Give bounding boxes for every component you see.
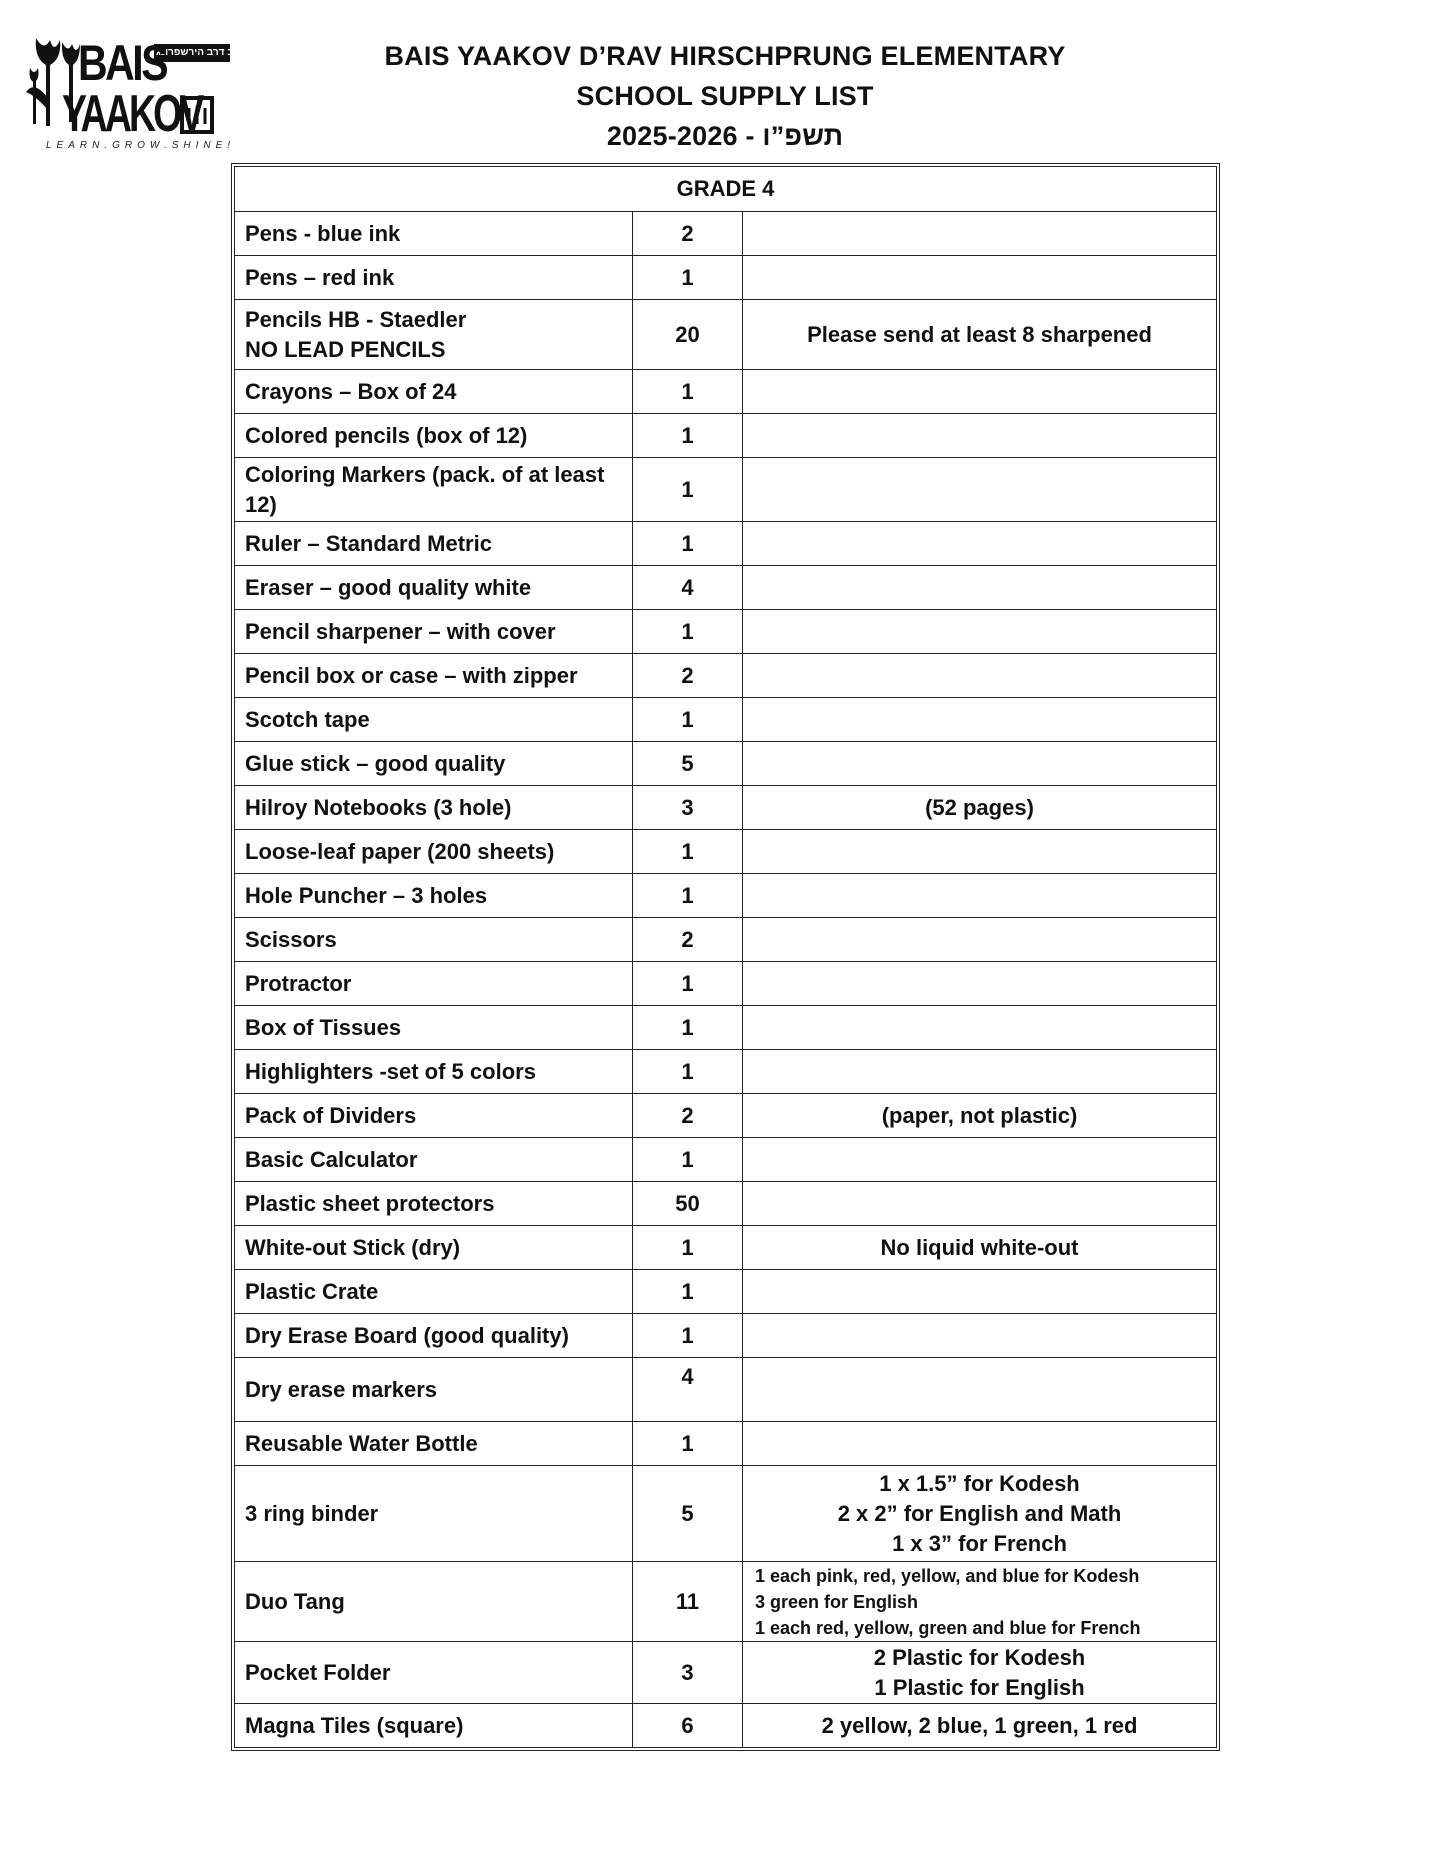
item-quantity: 1: [633, 1006, 743, 1050]
supply-row: [235, 698, 1217, 742]
item-quantity: 1: [633, 962, 743, 1006]
item-quantity: 3: [633, 1642, 743, 1704]
item-quantity: 1: [633, 1270, 743, 1314]
item-quantity: 1: [633, 1314, 743, 1358]
item-quantity: 1: [633, 1050, 743, 1094]
item-quantity: 1: [633, 610, 743, 654]
item-note: [743, 610, 1217, 654]
supply-row: [235, 1422, 1217, 1466]
supply-row: [235, 654, 1217, 698]
item-name: [235, 370, 633, 414]
item-name-text: Scotch tape: [245, 706, 370, 732]
item-note: [743, 1466, 1217, 1562]
logo-hebrew: בית יעקב דרב הירשפרונג: [156, 47, 269, 58]
item-name-text: Glue stick – good quality: [245, 750, 506, 776]
item-name: [235, 830, 633, 874]
item-note-line: 1 x 1.5” for Kodesh: [879, 1470, 1080, 1496]
item-name: [235, 212, 633, 256]
item-quantity: 1: [633, 1138, 743, 1182]
item-name-text: Plastic sheet protectors: [245, 1190, 495, 1216]
item-note: [743, 566, 1217, 610]
item-name-text: Pens - blue ink: [245, 220, 401, 246]
supply-row: [235, 458, 1217, 522]
item-note: [743, 1182, 1217, 1226]
item-name: [235, 654, 633, 698]
item-name: [235, 1182, 633, 1226]
item-name-text: Loose-leaf paper (200 sheets): [245, 838, 555, 864]
item-name: [235, 1562, 633, 1642]
supply-row: [235, 962, 1217, 1006]
item-name-text: Ruler – Standard Metric: [245, 530, 492, 556]
item-name: [235, 918, 633, 962]
item-name: [235, 1314, 633, 1358]
supply-row: [235, 1182, 1217, 1226]
item-name-text: Pens – red ink: [245, 264, 395, 290]
school-name: BAIS YAAKOV D’RAV HIRSCHPRUNG ELEMENTARY: [384, 41, 1066, 71]
supply-row: [235, 566, 1217, 610]
item-note: [743, 1314, 1217, 1358]
supply-row: [235, 786, 1217, 830]
supply-row: [235, 918, 1217, 962]
item-quantity: 1: [633, 1422, 743, 1466]
item-name: [235, 742, 633, 786]
supply-row: [235, 742, 1217, 786]
item-note: [743, 1358, 1217, 1422]
supply-row: [235, 830, 1217, 874]
item-name: [235, 1138, 633, 1182]
item-note-line: 1 Plastic for English: [874, 1674, 1085, 1700]
item-note: [743, 1422, 1217, 1466]
item-quantity: 4: [633, 1358, 743, 1422]
supply-table: [231, 163, 1220, 1751]
item-name: [235, 1270, 633, 1314]
logo-tagline: LEARN.GROW.SHINE!: [46, 140, 236, 151]
logo-word-yaakov: YAAKOV: [62, 85, 202, 143]
item-name-text: Magna Tiles (square): [245, 1712, 464, 1738]
school-year: [300, 116, 1150, 156]
item-quantity: 50: [633, 1182, 743, 1226]
item-name: [235, 610, 633, 654]
item-name-text: Basic Calculator: [245, 1146, 418, 1172]
item-quantity: 1: [633, 458, 743, 522]
item-note: (paper, not plastic): [743, 1094, 1217, 1138]
item-name-text: Pocket Folder: [245, 1659, 391, 1685]
supply-row: [235, 300, 1217, 370]
item-name: [235, 1050, 633, 1094]
supply-row: [235, 1006, 1217, 1050]
item-name-text: Highlighters -set of 5 colors: [245, 1058, 536, 1084]
item-quantity: 5: [633, 742, 743, 786]
item-name-text: Dry erase markers: [245, 1376, 438, 1402]
item-name: [235, 698, 633, 742]
item-name-text: Crayons – Box of 24: [245, 378, 457, 404]
item-name-text: Pack of Dividers: [245, 1102, 417, 1128]
item-note: [743, 458, 1217, 522]
item-quantity: 1: [633, 370, 743, 414]
school-year-text: 2025-2026 - תשפ”ו: [606, 121, 844, 151]
supply-row: [235, 370, 1217, 414]
item-name: [235, 1422, 633, 1466]
item-name: [235, 458, 633, 522]
item-name: [235, 786, 633, 830]
item-name: [235, 414, 633, 458]
item-name-text: Dry Erase Board (good quality): [245, 1322, 569, 1348]
item-note: [743, 414, 1217, 458]
item-name: [235, 1226, 633, 1270]
item-quantity: 1: [633, 698, 743, 742]
item-note: (52 pages): [743, 786, 1217, 830]
item-name-text: Scissors: [245, 926, 337, 952]
list-title: SCHOOL SUPPLY LIST: [576, 81, 874, 111]
item-quantity: 11: [633, 1562, 743, 1642]
item-note: [743, 1138, 1217, 1182]
supply-row: [235, 1358, 1217, 1422]
item-name: [235, 522, 633, 566]
item-name: [235, 256, 633, 300]
item-quantity: 2: [633, 918, 743, 962]
supply-row: [235, 256, 1217, 300]
supply-row: [235, 1642, 1217, 1704]
item-note: No liquid white-out: [743, 1226, 1217, 1270]
item-quantity: 1: [633, 874, 743, 918]
grade-label: GRADE 4: [235, 167, 1217, 212]
item-note: [743, 962, 1217, 1006]
item-name-text: 3 ring binder: [245, 1500, 379, 1526]
item-name: [235, 1642, 633, 1704]
item-name-text: Duo Tang: [245, 1588, 345, 1614]
item-quantity: 3: [633, 786, 743, 830]
item-note-line: 2 x 2” for English and Math: [837, 1500, 1122, 1526]
item-name-text: Eraser – good quality white: [245, 574, 532, 600]
item-name: [235, 1466, 633, 1562]
item-name: [235, 300, 633, 370]
item-note: [743, 1562, 1217, 1642]
item-quantity: 2: [633, 212, 743, 256]
supply-row: [235, 874, 1217, 918]
item-note: [743, 698, 1217, 742]
supply-row: [235, 1270, 1217, 1314]
item-quantity: 1: [633, 414, 743, 458]
item-name-text: Protractor: [245, 970, 352, 996]
item-name-text: White-out Stick (dry): [245, 1234, 461, 1260]
item-note-line: 2 Plastic for Kodesh: [873, 1644, 1086, 1670]
supply-row: [235, 212, 1217, 256]
item-note: [743, 654, 1217, 698]
supply-row: [235, 1094, 1217, 1138]
item-note-line: 1 each red, yellow, green and blue for French: [755, 1617, 1141, 1638]
item-name-text: Reusable Water Bottle: [245, 1430, 478, 1456]
supply-row: [235, 610, 1217, 654]
supply-row: [235, 1466, 1217, 1562]
item-quantity: 6: [633, 1704, 743, 1748]
item-name-subtext: NO LEAD PENCILS: [245, 336, 446, 362]
item-name: [235, 874, 633, 918]
item-name-text: Hole Puncher – 3 holes: [245, 882, 488, 908]
supply-row: [235, 1226, 1217, 1270]
page-header: [300, 36, 1150, 156]
item-note: [743, 212, 1217, 256]
item-name-text: Pencil sharpener – with cover: [245, 618, 556, 644]
item-note: [743, 370, 1217, 414]
supply-row: [235, 1314, 1217, 1358]
item-note: [743, 1270, 1217, 1314]
item-quantity: 1: [633, 1226, 743, 1270]
item-note: 2 yellow, 2 blue, 1 green, 1 red: [743, 1704, 1217, 1748]
item-name-text: Colored pencils (box of 12): [245, 422, 528, 448]
item-name-text: Pencils HB - Staedler: [245, 306, 467, 332]
item-quantity: 20: [633, 300, 743, 370]
item-name: [235, 1358, 633, 1422]
grade-header-row: [235, 167, 1217, 212]
item-note: [743, 1050, 1217, 1094]
item-name: [235, 1006, 633, 1050]
item-name-text: Coloring Markers (pack. of at least 12): [245, 461, 605, 517]
supply-row: [235, 414, 1217, 458]
item-quantity: 5: [633, 1466, 743, 1562]
item-note-line: 3 green for English: [755, 1591, 919, 1612]
item-quantity: 2: [633, 1094, 743, 1138]
item-name-text: Hilroy Notebooks (3 hole): [245, 794, 512, 820]
item-quantity: 1: [633, 522, 743, 566]
item-name: [235, 962, 633, 1006]
item-note: [743, 830, 1217, 874]
item-name-text: Pencil box or case – with zipper: [245, 662, 578, 688]
item-name-text: Plastic Crate: [245, 1278, 379, 1304]
item-quantity: 1: [633, 256, 743, 300]
item-name: [235, 1094, 633, 1138]
item-note-line: 1 x 3” for French: [892, 1530, 1067, 1556]
item-name-text: Box of Tissues: [245, 1014, 402, 1040]
supply-row: [235, 1050, 1217, 1094]
item-note: [743, 874, 1217, 918]
item-name: [235, 1704, 633, 1748]
item-note: [743, 522, 1217, 566]
item-note-line: 1 each pink, red, yellow, and blue for Kodesh: [755, 1565, 1140, 1586]
logo-word-bais: BAIS: [78, 35, 167, 91]
school-logo: [22, 28, 269, 154]
supply-row: [235, 1138, 1217, 1182]
item-note: [743, 1642, 1217, 1704]
item-quantity: 4: [633, 566, 743, 610]
item-quantity: 2: [633, 654, 743, 698]
item-note: [743, 1006, 1217, 1050]
supply-row: [235, 1562, 1217, 1642]
supply-row: [235, 522, 1217, 566]
supply-row: [235, 1704, 1217, 1748]
item-note: [743, 918, 1217, 962]
item-note: [743, 256, 1217, 300]
item-quantity: 1: [633, 830, 743, 874]
item-note: Please send at least 8 sharpened: [743, 300, 1217, 370]
item-name: [235, 566, 633, 610]
item-note: [743, 742, 1217, 786]
